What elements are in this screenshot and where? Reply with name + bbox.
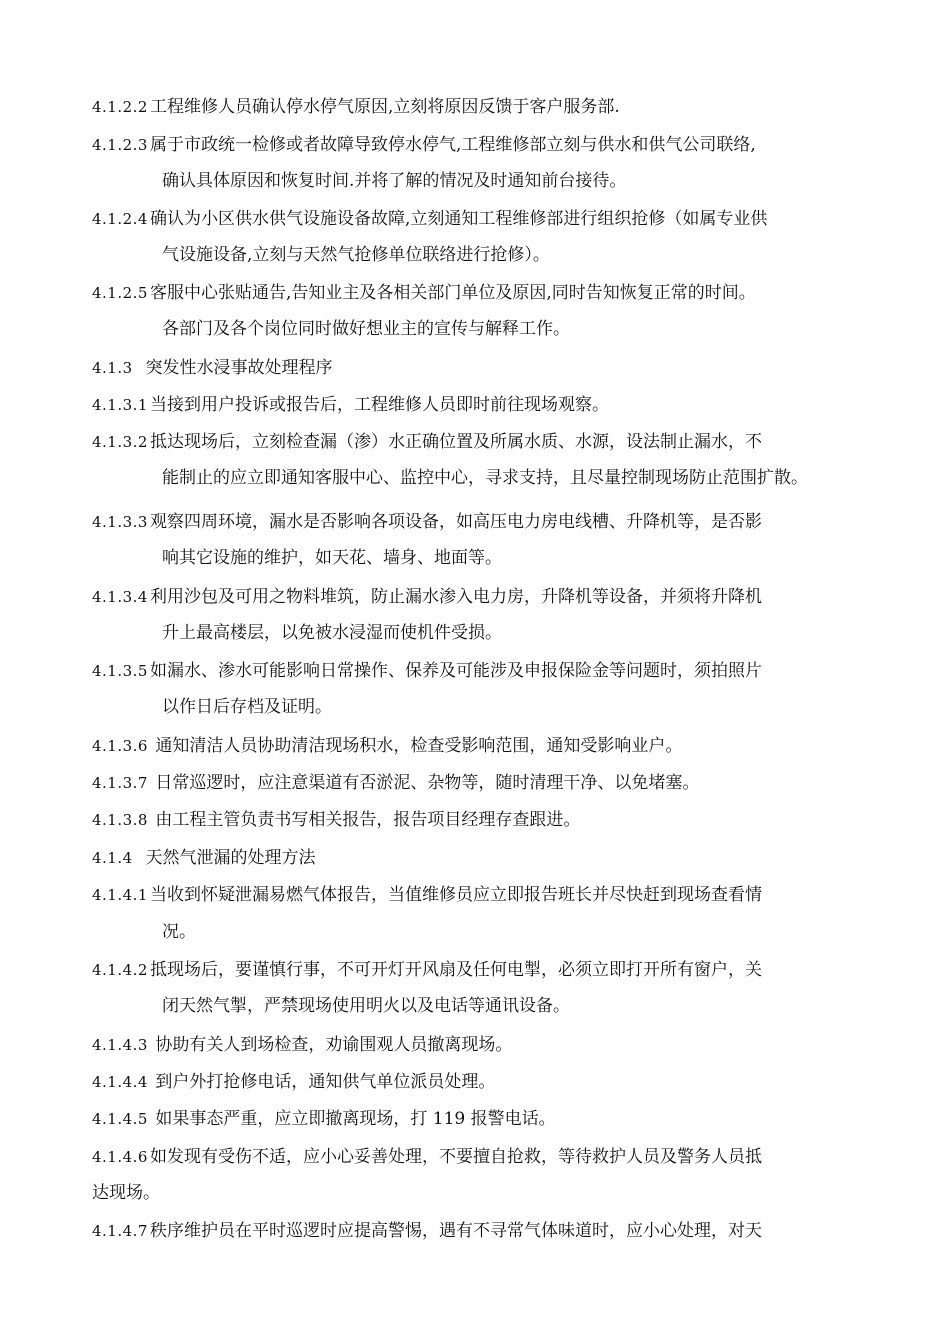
clause-text: 当收到怀疑泄漏易燃气体报告，当值维修员应立即报告班长并尽快赶到现场查看情 [149,885,762,905]
clause-4-1-2-5 [92,281,756,305]
clause-text: 到户外打抢修电话，通知供气单位派员处理。 [149,1072,496,1092]
clause-text: 协助有关人到场检查，劝谕围观人员撤离现场。 [149,1035,513,1055]
clause-4-1-3-2 [92,430,762,454]
clause-number: 4.1.3.8 [92,811,148,829]
clause-text: 利用沙包及可用之物料堆筑，防止漏水渗入电力房，升降机等设备，并须将升降机 [149,587,762,607]
clause-text: 日常巡逻时，应注意渠道有否淤泥、杂物等，随时清理干净、以免堵塞。 [149,773,700,793]
clause-4-1-3-8 [92,808,580,832]
clause-continuation: 能制止的应立即通知客服中心、监控中心，寻求支持，且尽量控制现场防止范围扩散。 [162,468,808,488]
clause-4-1-3-5 [92,659,762,683]
clause-continuation: 气设施设备,立刻与天然气抢修单位联络进行抢修）。 [162,245,550,265]
clause-number: 4.1.2.4 [92,210,148,228]
clause-continuation: 以作日后存档及证明。 [162,697,332,717]
clause-number: 4.1.2.3 [92,136,148,154]
clause-number: 4.1.4.5 [92,1110,148,1128]
clause-4-1-4-1 [92,883,762,907]
clause-text: 当接到用户投诉或报告后，工程维修人员即时前往现场观察。 [149,395,609,415]
clause-4-1-2-3 [92,133,756,157]
clause-4-1-4-7 [92,1219,762,1243]
clause-number: 4.1.3.1 [92,396,148,414]
clause-continuation: 况。 [162,922,196,942]
clause-number: 4.1.4.3 [92,1036,148,1054]
clause-text: 如果事态严重，应立即撤离现场，打 119 报警电话。 [149,1109,556,1129]
clause-4-1-4-6 [92,1145,762,1169]
clause-text: 确认为小区供水供气设施设备故障,立刻通知工程维修部进行组织抢修（如属专业供 [149,209,768,229]
clause-continuation: 闭天然气掣，严禁现场使用明火以及电话等通讯设备。 [162,996,570,1016]
clause-text: 秩序维护员在平时巡逻时应提高警惕，遇有不寻常气体味道时，应小心处理，对天 [149,1221,762,1241]
clause-number: 4.1.4.4 [92,1073,148,1091]
clause-number: 4.1.2.2 [92,98,148,116]
clause-continuation: 确认具体原因和恢复时间.并将了解的情况及时通知前台接待。 [162,171,627,191]
clause-number: 4.1.3.2 [92,433,148,451]
clause-number: 4.1.3.4 [92,588,148,606]
clause-text: 客服中心张贴通告,告知业主及各相关部门单位及原因,同时告知恢复正常的时间。 [149,283,756,303]
clause-4-1-4-2 [92,958,762,982]
clause-4-1-4-5 [92,1107,556,1131]
clause-4-1-4-4 [92,1070,495,1094]
clause-4-1-3-1 [92,393,609,417]
clause-text: 通知清洁人员协助清洁现场积水，检查受影响范围，通知受影响业户。 [149,736,683,756]
clause-text: 属于市政统一检修或者故障导致停水停气,工程维修部立刻与供水和供气公司联络, [149,135,756,155]
clause-number: 4.1.3.6 [92,737,148,755]
section-4-1-3 [92,356,332,380]
clause-text: 如发现有受伤不适，应小心妥善处理，不要擅自抢救，等待救护人员及警务人员抵 [149,1147,762,1167]
clause-number: 4.1.3.5 [92,662,148,680]
clause-number: 4.1.3.3 [92,513,148,531]
clause-number: 4.1.3.7 [92,774,148,792]
clause-4-1-4-3 [92,1033,512,1057]
clause-continuation: 各部门及各个岗位同时做好想业主的宣传与解释工作。 [162,319,570,339]
clause-text: 抵现场后，要谨慎行事，不可开灯开风扇及任何电掣，必须立即打开所有窗户，关 [149,960,762,980]
section-heading: 天然气泄漏的处理方法 [134,848,316,868]
section-4-1-4 [92,846,315,870]
section-number: 4.1.3 [92,359,133,377]
clause-number: 4.1.2.5 [92,284,148,302]
clause-text: 如漏水、渗水可能影响日常操作、保养及可能涉及申报保险金等问题时，须拍照片 [149,661,762,681]
clause-continuation: 升上最高楼层，以免被水浸湿而使机件受损。 [162,623,502,643]
clause-number: 4.1.4.2 [92,961,148,979]
clause-4-1-3-6 [92,734,682,758]
clause-4-1-2-2 [92,95,620,119]
clause-4-1-3-3 [92,510,762,534]
clause-continuation: 响其它设施的维护，如天花、墙身、地面等。 [162,548,502,568]
clause-4-1-3-7 [92,771,699,795]
clause-text: 工程维修人员确认停水停气原因,立刻将原因反馈于客户服务部. [149,97,620,117]
clause-4-1-3-4 [92,585,762,609]
clause-text: 抵达现场后，立刻检查漏（渗）水正确位置及所属水质、水源，设法制止漏水，不 [149,432,762,452]
section-heading: 突发性水浸事故处理程序 [134,358,333,378]
clause-number: 4.1.4.7 [92,1222,148,1240]
clause-continuation: 达现场。 [92,1183,160,1203]
clause-text: 由工程主管负责书写相关报告，报告项目经理存查跟进。 [149,810,581,830]
clause-4-1-2-4 [92,207,767,231]
section-number: 4.1.4 [92,849,133,867]
clause-text: 观察四周环境，漏水是否影响各项设备，如高压电力房电线槽、升降机等，是否影 [149,512,762,532]
clause-number: 4.1.4.6 [92,1148,148,1166]
clause-number: 4.1.4.1 [92,886,148,904]
